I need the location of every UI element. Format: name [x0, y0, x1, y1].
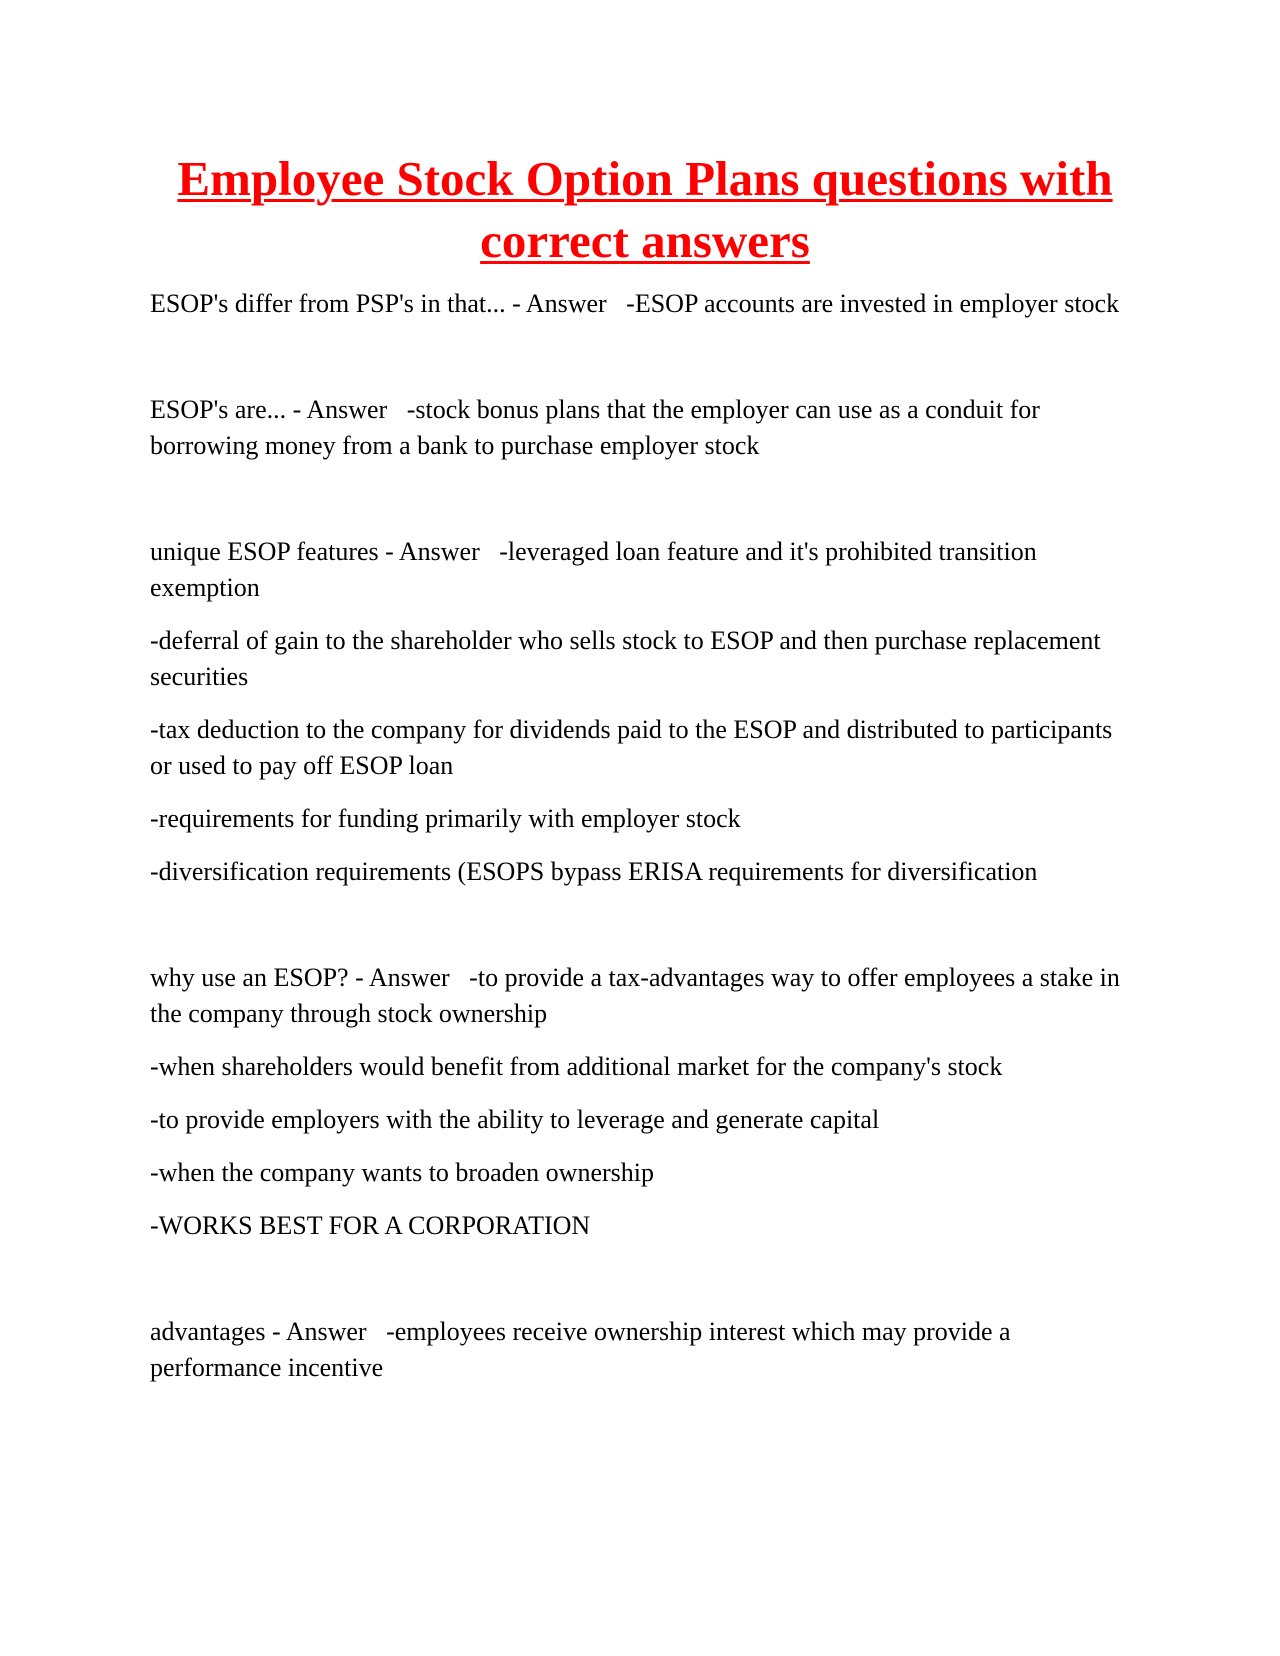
answer-line: -WORKS BEST FOR A CORPORATION	[150, 1211, 591, 1240]
answer-line: -requirements for funding primarily with employer stock	[150, 804, 741, 833]
qa-esops-are: ESOP's are... - Answer -stock bonus plans that the employer can use as a conduit for borrowing money from a bank to purchase employer stock	[150, 395, 1047, 460]
answer-line: -when shareholders would benefit from additional market for the company's stock	[150, 1052, 1003, 1081]
qa-why-use-esop: why use an ESOP? - Answer -to provide a tax-advantages way to offer employees a stake in the company through stock ownership	[150, 963, 1127, 1028]
qa-advantages: advantages - Answer -employees receive ownership interest which may provide a performance incentive	[150, 1317, 1018, 1382]
answer-line: -to provide employers with the ability to leverage and generate capital	[150, 1105, 880, 1134]
document-title: Employee Stock Option Plans questions with correct answers	[177, 151, 1113, 268]
answer-line: -diversification requirements (ESOPS bypass ERISA requirements for diversification	[150, 857, 1038, 886]
qa-esop-vs-psp: ESOP's differ from PSP's in that... - Answer -ESOP accounts are invested in employer stock	[150, 289, 1120, 318]
document-page	[150, 148, 1140, 1386]
answer-line: -when the company wants to broaden ownership	[150, 1158, 654, 1187]
qa-unique-features: unique ESOP features - Answer -leveraged loan feature and it's prohibited transition exemption	[150, 537, 1044, 602]
answer-line: -deferral of gain to the shareholder who sells stock to ESOP and then purchase replacement securities	[150, 626, 1108, 691]
answer-line: -tax deduction to the company for dividends paid to the ESOP and distributed to participants or used to pay off ESOP loan	[150, 715, 1119, 780]
